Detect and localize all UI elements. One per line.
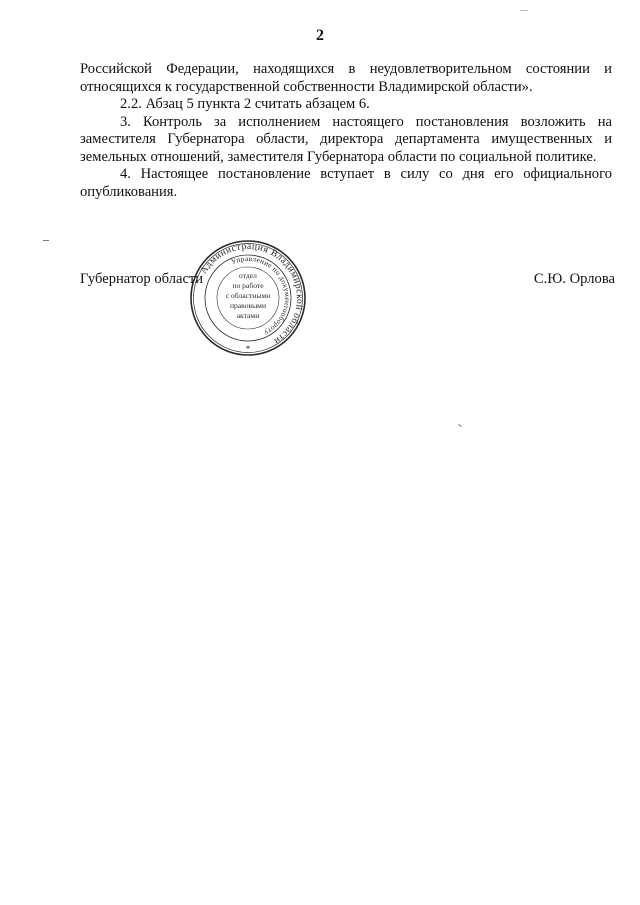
scan-speck: [458, 424, 462, 427]
seal-star-icon: *: [245, 344, 251, 354]
document-body: [80, 61, 612, 201]
paragraph-2-2: 2.2. Абзац 5 пункта 2 считать абзацем 6.: [120, 96, 370, 112]
scan-speck: [520, 10, 528, 11]
paragraph-4: 4. Настоящее постановление вступает в силу со дня его официального опубликования.: [80, 166, 612, 200]
signatory-title: Губернатор области: [80, 271, 204, 287]
seal-graphic: [188, 238, 308, 358]
signatory-name: С.Ю. Орлова: [533, 271, 615, 287]
seal-center-line-5: актами: [236, 311, 260, 320]
seal-center-line-3: с областными: [225, 291, 271, 300]
paragraph-continuation: Российской Федерации, находящихся в неудовлетворительном состоянии и относящихся к государственной собственности Владимирской области».: [80, 61, 612, 95]
page-number: 2: [316, 27, 324, 44]
official-seal: [188, 238, 308, 358]
scan-speck: [43, 240, 49, 241]
seal-center-line-2: по работе: [232, 281, 264, 290]
seal-inner-ring-text: Управление по документообороту: [229, 253, 293, 338]
seal-center-line-1: отдел: [239, 271, 257, 280]
seal-center-line-4: правовыми: [229, 301, 267, 310]
paragraph-3: 3. Контроль за исполнением настоящего постановления возложить на заместителя Губернатора области, директора департамента имущественных и земельных отношений, заместителя Губернатора области по социальной политике.: [80, 113, 612, 165]
seal-outer-text: Администрация Владимирской области: [198, 240, 306, 347]
